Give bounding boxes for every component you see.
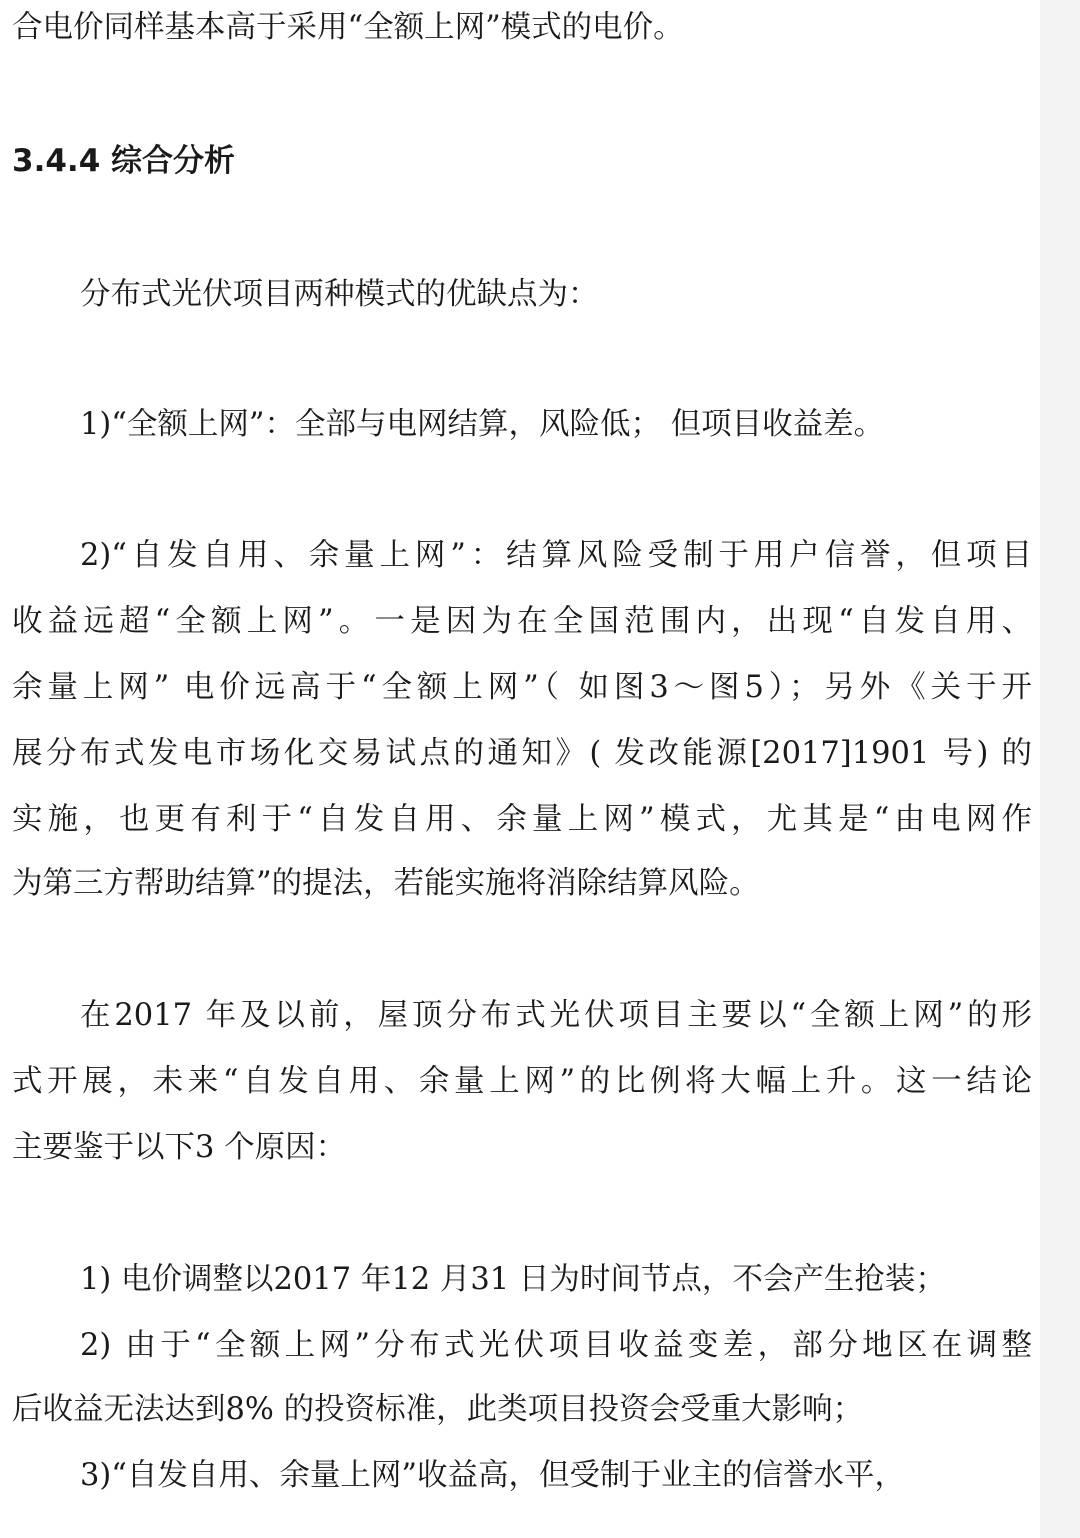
list-item-2-line: 展分布式发电市场化交易试点的通知》( 发改能源[2017]1901 号) 的 (12, 736, 1032, 771)
paragraph-line: 合电价同样基本高于采用“全额上网”模式的电价。 (12, 10, 684, 45)
paragraph-line: 在2017 年及以前，屋顶分布式光伏项目主要以“全额上网”的形 (80, 998, 1032, 1033)
reason-item-continuation: 后收益无法达到8% 的投资标准，此类项目投资会受重大影响； (12, 1392, 864, 1427)
reason-item: 1) 电价调整以2017 年12 月31 日为时间节点，不会产生抢装； (80, 1262, 946, 1297)
list-item-2-line: 为第三方帮助结算”的提法，若能实施将消除结算风险。 (12, 866, 760, 901)
list-item-2-line: 实施，也更有利于“自发自用、余量上网”模式，尤其是“由电网作 (12, 802, 1032, 837)
lead-sentence: 分布式光伏项目两种模式的优缺点为： (80, 277, 599, 312)
list-item-2-line: 2)“自发自用、余量上网”：结算风险受制于用户信誉，但项目 (80, 538, 1032, 573)
section-heading: 3.4.4 综合分析 (12, 143, 236, 179)
paragraph-line: 式开展，未来“自发自用、余量上网”的比例将大幅上升。这一结论 (12, 1064, 1032, 1099)
page-margin-shade (1040, 0, 1080, 1538)
list-item-2-line: 收益远超“全额上网”。一是因为在全国范围内，出现“自发自用、 (12, 604, 1032, 639)
reason-item: 3)“自发自用、余量上网”收益高，但受制于业主的信誉水平， (80, 1458, 905, 1493)
list-item-2-line: 余量上网” 电价远高于“全额上网”（ 如图3～图5）；另外《关于开 (12, 670, 1032, 705)
paragraph-line: 主要鉴于以下3 个原因： (12, 1130, 347, 1165)
reason-item: 2) 由于“全额上网”分布式光伏项目收益变差，部分地区在调整 (80, 1328, 1032, 1363)
list-item-1: 1)“全额上网”：全部与电网结算，风险低； 但项目收益差。 (80, 407, 885, 442)
